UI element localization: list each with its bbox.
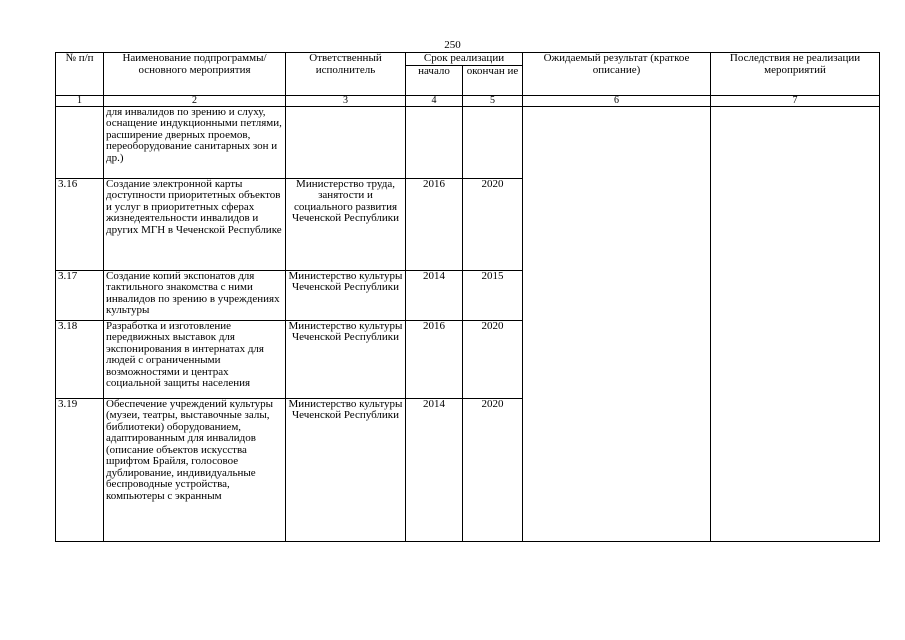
executor <box>286 106 406 178</box>
table-row <box>56 106 880 178</box>
header-result: Ожидаемый результат (краткое описание) <box>523 53 711 96</box>
row-number: 3.17 <box>56 270 104 320</box>
measure-name: для инвалидов по зрению и слуху, оснащение индукционными петлями, расширение дверных проемов, переоборудование санитарных зон и др.) <box>104 106 286 178</box>
column-number: 4 <box>406 95 463 106</box>
header-executor: Ответственный исполнитель <box>286 53 406 96</box>
executor: Министерство труда, занятости и социального развития Чеченской Республики <box>286 178 406 270</box>
page-number: 250 <box>444 39 461 51</box>
consequences-cell <box>711 106 880 541</box>
executor: Министерство культуры Чеченской Республики <box>286 398 406 541</box>
column-number: 2 <box>104 95 286 106</box>
column-number-row <box>56 95 880 106</box>
start-year: 2016 <box>406 178 463 270</box>
row-number: 3.19 <box>56 398 104 541</box>
end-year: 2020 <box>463 398 523 541</box>
header-name: Наименование подпрограммы/ основного мероприятия <box>104 53 286 96</box>
row-number: 3.18 <box>56 320 104 398</box>
end-year <box>463 106 523 178</box>
start-year: 2014 <box>406 270 463 320</box>
column-number: 1 <box>56 95 104 106</box>
measure-name: Создание электронной карты доступности приоритетных объектов и услуг в приоритетных сферах жизнедеятельности инвалидов и других МГН в Чеченской Республике <box>104 178 286 270</box>
column-number: 7 <box>711 95 880 106</box>
row-number <box>56 106 104 178</box>
end-year: 2020 <box>463 178 523 270</box>
header-period: Срок реализации <box>406 53 523 66</box>
executor: Министерство культуры Чеченской Республики <box>286 270 406 320</box>
start-year: 2016 <box>406 320 463 398</box>
start-year: 2014 <box>406 398 463 541</box>
header-end: окончан ие <box>463 65 523 95</box>
end-year: 2015 <box>463 270 523 320</box>
column-number: 5 <box>463 95 523 106</box>
table-header <box>56 53 880 107</box>
measures-table <box>55 52 880 542</box>
measure-name: Разработка и изготовление передвижных выставок для экспонирования в интернатах для людей с ограниченными возможностями и центрах социальной защиты населения <box>104 320 286 398</box>
column-number: 6 <box>523 95 711 106</box>
header-consequences: Последствия не реализации мероприятий <box>711 53 880 96</box>
start-year <box>406 106 463 178</box>
measure-name: Создание копий экспонатов для тактильного знакомства с ними инвалидов по зрению в учреждениях культуры <box>104 270 286 320</box>
executor: Министерство культуры Чеченской Республики <box>286 320 406 398</box>
header-num: № п/п <box>56 53 104 96</box>
column-number: 3 <box>286 95 406 106</box>
measure-name: Обеспечение учреждений культуры (музеи, театры, выставочные залы, библиотеки) оборудованием, адаптированным для инвалидов (описание объектов искусства шрифтом Брайля, голосовое дублирование, индивидуальные беспроводные устройства, компьютеры с экранным <box>104 398 286 541</box>
end-year: 2020 <box>463 320 523 398</box>
expected-result-cell <box>523 106 711 541</box>
row-number: 3.16 <box>56 178 104 270</box>
header-start: начало <box>406 65 463 95</box>
